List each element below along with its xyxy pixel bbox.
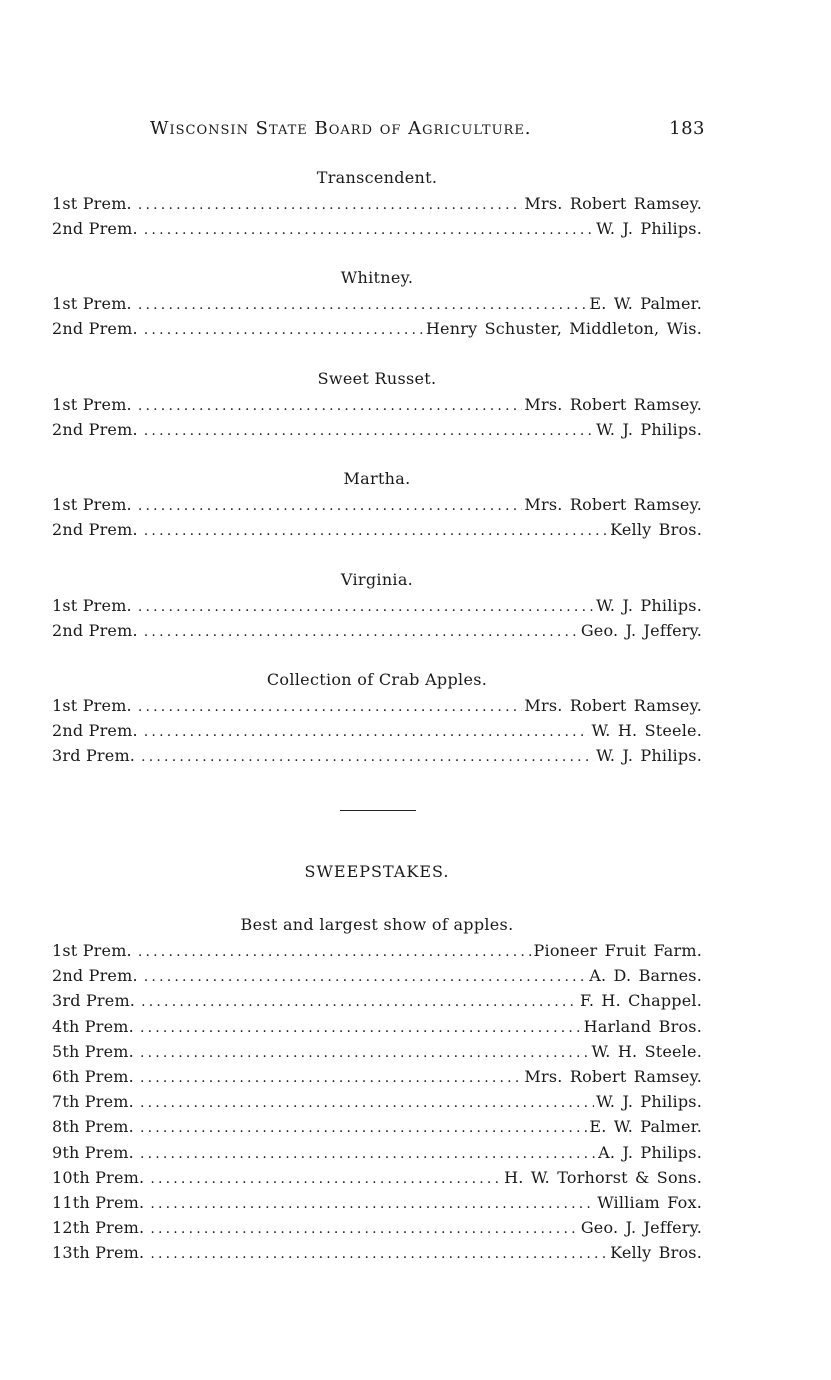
section-divider — [340, 810, 416, 811]
premium-row — [52, 938, 702, 963]
dot-leader — [141, 990, 578, 1015]
premium-place: 1st Prem. — [52, 941, 132, 960]
dot-leader — [138, 494, 523, 519]
dot-leader — [138, 193, 523, 218]
premium-row — [52, 1140, 702, 1165]
dot-leader — [150, 1167, 502, 1192]
premium-winner: Geo. J. Jeffery. — [580, 621, 702, 641]
premium-winner: W. H. Steele. — [591, 1041, 702, 1061]
premium-place: 4th Prem. — [52, 1016, 134, 1036]
premium-winner: Henry Schuster, Middleton, Wis. — [425, 319, 702, 339]
premium-place: 2nd Prem. — [52, 520, 138, 540]
premium-winner: Mrs. Robert Ramsey. — [524, 1066, 702, 1086]
premium-winner: William Fox. — [597, 1192, 702, 1212]
dot-leader — [150, 1242, 608, 1267]
premium-winner: Mrs. Robert Ramsey. — [524, 696, 702, 715]
premium-row — [52, 517, 702, 542]
premium-row — [52, 492, 702, 517]
dot-leader — [144, 965, 587, 990]
premium-row — [52, 1064, 702, 1089]
section-sweepstakes — [52, 912, 702, 1265]
premium-winner: W. J. Philips. — [596, 746, 702, 766]
dot-leader — [144, 620, 579, 645]
premium-row — [52, 191, 702, 216]
premium-row — [52, 291, 702, 316]
dot-leader — [144, 519, 608, 544]
premium-winner: Kelly Bros. — [610, 1243, 702, 1263]
premium-winner: W. J. Philips. — [596, 1092, 702, 1112]
premium-place: 1st Prem. — [52, 395, 132, 414]
premium-row — [52, 417, 702, 442]
premium-place: 2nd Prem. — [52, 219, 138, 239]
premium-place: 2nd Prem. — [52, 420, 138, 440]
premium-row — [52, 743, 702, 768]
premium-place: 5th Prem. — [52, 1041, 134, 1061]
premium-place: 3rd Prem. — [52, 991, 136, 1011]
dot-leader — [144, 720, 590, 745]
premium-place: 2nd Prem. — [52, 319, 138, 339]
section-virginia — [52, 567, 702, 643]
premium-row — [52, 1165, 702, 1190]
premium-winner: Harland Bros. — [583, 1016, 702, 1036]
premium-winner: W. J. Philips. — [596, 219, 702, 239]
dot-leader — [140, 1091, 594, 1116]
premium-row — [52, 1014, 702, 1039]
premium-place: 9th Prem. — [52, 1142, 134, 1162]
section-title: Whitney. — [340, 268, 414, 287]
dot-leader — [138, 595, 594, 620]
premium-winner: Mrs. Robert Ramsey. — [524, 395, 702, 414]
premium-winner: Mrs. Robert Ramsey. — [524, 495, 702, 514]
premium-winner: E. W. Palmer. — [589, 294, 702, 313]
premium-winner: F. H. Chappel. — [580, 991, 702, 1011]
premium-winner: W. J. Philips. — [596, 596, 702, 615]
section-title: Transcendent. — [316, 168, 438, 187]
premium-row — [52, 316, 702, 341]
premium-place: 1st Prem. — [52, 696, 132, 715]
premium-winner: A. D. Barnes. — [589, 966, 702, 986]
premium-row — [52, 1089, 702, 1114]
premium-place: 13th Prem. — [52, 1243, 145, 1263]
dot-leader — [140, 1116, 587, 1141]
page-number: 183 — [669, 118, 705, 139]
premium-winner: E. W. Palmer. — [589, 1117, 702, 1137]
dot-leader — [150, 1192, 595, 1217]
premium-row — [52, 593, 702, 618]
section-title: Sweet Russet. — [317, 369, 437, 388]
running-head-title: Wisconsin State Board of Agriculture. — [150, 118, 532, 139]
premium-place: 2nd Prem. — [52, 621, 138, 641]
dot-leader — [138, 695, 523, 720]
dot-leader — [140, 1016, 582, 1041]
premium-place: 12th Prem. — [52, 1218, 145, 1238]
section-title: Martha. — [343, 469, 411, 488]
section-martha — [52, 466, 702, 542]
premium-row — [52, 1240, 702, 1265]
section-transcendent — [52, 165, 702, 241]
premium-place: 11th Prem. — [52, 1192, 145, 1212]
premium-place: 2nd Prem. — [52, 721, 138, 741]
premium-place: 2nd Prem. — [52, 966, 138, 986]
premium-place: 10th Prem. — [52, 1167, 145, 1187]
premium-place: 7th Prem. — [52, 1092, 134, 1112]
premium-row — [52, 693, 702, 718]
premium-row — [52, 1114, 702, 1139]
premium-place: 1st Prem. — [52, 194, 132, 213]
dot-leader — [141, 745, 594, 770]
premium-winner: A. J. Philips. — [598, 1142, 702, 1162]
section-title: Best and largest show of apples. — [240, 915, 514, 934]
dot-leader — [144, 218, 594, 243]
premium-row — [52, 963, 702, 988]
section-whitney — [52, 265, 702, 341]
premium-winner: W. H. Steele. — [591, 721, 702, 741]
premium-row — [52, 1039, 702, 1064]
section-sweet-russet — [52, 366, 702, 442]
dot-leader — [140, 1142, 596, 1167]
premium-place: 1st Prem. — [52, 495, 132, 514]
premium-place: 1st Prem. — [52, 294, 132, 313]
premium-place: 1st Prem. — [52, 596, 132, 615]
sweepstakes-heading: SWEEPSTAKES. — [304, 862, 450, 881]
premium-row — [52, 216, 702, 241]
dot-leader — [144, 419, 594, 444]
premium-winner: Mrs. Robert Ramsey. — [524, 194, 702, 213]
dot-leader — [144, 318, 424, 343]
premium-place: 8th Prem. — [52, 1117, 134, 1137]
premium-row — [52, 1190, 702, 1215]
premium-winner: Geo. J. Jeffery. — [580, 1218, 702, 1238]
premium-place: 3rd Prem. — [52, 746, 136, 766]
section-title: Collection of Crab Apples. — [266, 670, 488, 689]
premium-winner: Kelly Bros. — [610, 520, 702, 540]
dot-leader — [140, 1066, 522, 1091]
dot-leader — [138, 394, 523, 419]
dot-leader — [138, 293, 588, 318]
premium-row — [52, 392, 702, 417]
premium-row — [52, 618, 702, 643]
running-head — [150, 118, 705, 148]
premium-row — [52, 988, 702, 1013]
dot-leader — [138, 940, 532, 965]
premium-row — [52, 718, 702, 743]
premium-winner: H. W. Torhorst & Sons. — [504, 1167, 702, 1187]
premium-row — [52, 1215, 702, 1240]
dot-leader — [140, 1041, 590, 1066]
premium-winner: W. J. Philips. — [596, 420, 702, 440]
dot-leader — [150, 1217, 579, 1242]
section-crab-apples — [52, 667, 702, 769]
premium-place: 6th Prem. — [52, 1066, 134, 1086]
premium-winner: Pioneer Fruit Farm. — [533, 941, 702, 960]
section-title: Virginia. — [340, 570, 414, 589]
